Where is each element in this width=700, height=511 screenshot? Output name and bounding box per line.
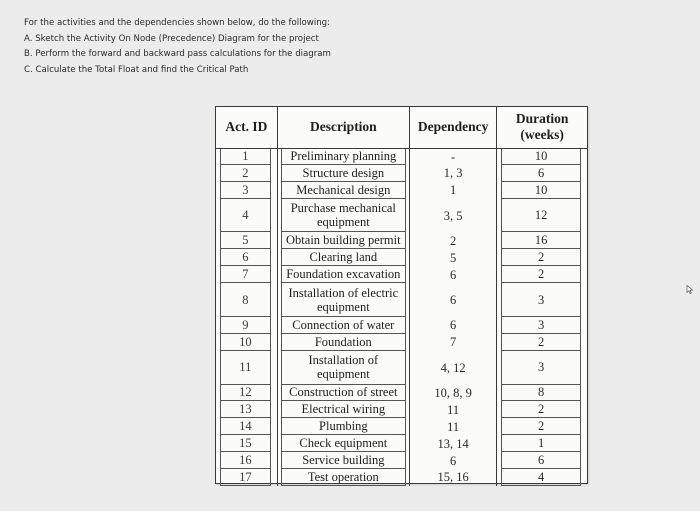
activity-id-cell — [216, 334, 277, 351]
table-row — [216, 334, 587, 351]
activity-id-cell — [216, 452, 277, 469]
activity-id: 1 — [242, 149, 249, 164]
activity-dependency-cell — [410, 266, 497, 283]
table-header-row — [216, 107, 587, 148]
activity-id: 17 — [239, 469, 252, 484]
activity-id-cell — [216, 232, 277, 249]
activity-duration: 16 — [534, 233, 548, 248]
activity-dependency: 6 — [449, 293, 457, 308]
activity-duration: 3 — [537, 317, 545, 332]
activity-dependency: 4, 12 — [440, 360, 466, 375]
activity-duration: 10 — [534, 149, 548, 164]
activity-duration: 3 — [537, 292, 545, 307]
header-duration — [497, 107, 587, 148]
activity-dependency-cell — [410, 452, 497, 469]
activity-description-cell — [277, 351, 409, 385]
activity-duration: 2 — [537, 419, 545, 434]
activity-description: Clearing land — [309, 250, 378, 265]
activity-dependency: 11 — [447, 419, 460, 434]
table-row — [216, 266, 587, 283]
activity-id: 15 — [239, 436, 252, 451]
table-row — [216, 401, 587, 418]
activity-dependency-cell — [410, 401, 497, 418]
table-body — [216, 148, 587, 486]
activity-description: Installation of electric equipment — [288, 285, 399, 314]
activity-id: 10 — [239, 334, 252, 349]
activity-duration: 2 — [537, 402, 545, 417]
activity-description-cell — [277, 317, 409, 334]
mouse-cursor-icon — [686, 285, 694, 294]
activity-duration: 10 — [534, 182, 548, 197]
activity-duration: 12 — [534, 208, 548, 223]
instruction-line-intro: For the activities and the dependencies shown below, do the following: — [24, 18, 331, 28]
activity-dependency: - — [451, 149, 456, 164]
activity-id: 4 — [242, 208, 249, 223]
activity-description: Obtain building permit — [286, 233, 401, 248]
table-row — [216, 469, 587, 486]
activity-dependency-cell — [410, 165, 497, 182]
activity-description-cell — [277, 334, 409, 351]
header-duration-line1: Duration — [515, 111, 569, 127]
activity-id-cell — [216, 249, 277, 266]
activity-dependency: 5 — [449, 250, 457, 265]
activity-id: 16 — [239, 453, 252, 468]
activity-id: 7 — [242, 267, 249, 282]
activity-duration-cell — [497, 317, 587, 334]
activity-description-cell — [277, 165, 409, 182]
activity-dependency-cell — [410, 182, 497, 199]
activity-table — [215, 106, 588, 484]
activity-description-cell — [277, 148, 409, 165]
activity-duration-cell — [497, 469, 587, 486]
activity-id-cell — [216, 418, 277, 435]
activity-description-cell — [277, 469, 409, 486]
activity-dependency: 13, 14 — [437, 436, 469, 451]
activity-duration-cell — [497, 148, 587, 165]
activity-description: Preliminary planning — [290, 149, 397, 164]
activity-description-cell — [277, 283, 409, 317]
activity-duration-cell — [497, 232, 587, 249]
activity-description-cell — [277, 232, 409, 249]
table-row — [216, 283, 587, 317]
activity-dependency-cell — [410, 385, 497, 402]
activity-description-cell — [277, 199, 409, 233]
activity-id: 8 — [242, 292, 249, 307]
table-row — [216, 232, 587, 249]
activity-duration-cell — [497, 351, 587, 385]
table-row — [216, 385, 587, 402]
activity-id: 14 — [239, 419, 252, 434]
activity-description: Purchase mechanical equipment — [290, 201, 396, 230]
activity-description: Construction of street — [289, 385, 398, 400]
activity-duration-cell — [497, 435, 587, 452]
activity-id: 3 — [242, 182, 249, 197]
activity-description: Foundation excavation — [286, 267, 401, 282]
table-row — [216, 148, 587, 165]
activity-id-cell — [216, 469, 277, 486]
activity-description-cell — [277, 435, 409, 452]
activity-dependency-cell — [410, 249, 497, 266]
activity-dependency: 1 — [449, 183, 457, 198]
activity-dependency: 11 — [447, 402, 460, 417]
activity-description-cell — [277, 401, 409, 418]
activity-description: Electrical wiring — [301, 402, 386, 417]
activity-id-cell — [216, 266, 277, 283]
activity-dependency: 10, 8, 9 — [434, 385, 472, 400]
activity-duration: 2 — [537, 250, 545, 265]
activity-description: Connection of water — [292, 317, 395, 332]
activity-duration-cell — [497, 283, 587, 317]
activity-description: Check equipment — [299, 436, 388, 451]
activity-id-cell — [216, 317, 277, 334]
header-act-id: Act. ID — [216, 107, 277, 148]
activity-description-cell — [277, 452, 409, 469]
activity-dependency-cell — [410, 435, 497, 452]
table-row — [216, 317, 587, 334]
activity-id-cell — [216, 165, 277, 182]
instructions — [24, 16, 331, 78]
activity-id-cell — [216, 435, 277, 452]
table-row — [216, 435, 587, 452]
activity-duration-cell — [497, 401, 587, 418]
activity-description: Service building — [302, 453, 385, 468]
activity-duration-cell — [497, 452, 587, 469]
activity-description: Plumbing — [319, 419, 368, 434]
table-row — [216, 182, 587, 199]
table-row — [216, 165, 587, 182]
activity-duration: 3 — [537, 360, 545, 375]
header-dependency: Dependency — [410, 107, 497, 148]
instruction-line-c: C. Calculate the Total Float and find the Critical Path — [24, 64, 249, 75]
activity-id: 6 — [242, 250, 249, 265]
activity-description-cell — [277, 385, 409, 402]
activity-id-cell — [216, 401, 277, 418]
activity-id: 2 — [242, 165, 249, 180]
activity-id-cell — [216, 148, 277, 165]
activity-description: Foundation — [314, 334, 372, 349]
activity-id: 5 — [242, 233, 249, 248]
activity-id-cell — [216, 385, 277, 402]
activity-dependency: 6 — [449, 453, 457, 468]
table-row — [216, 351, 587, 385]
activity-dependency: 2 — [449, 233, 457, 248]
activity-duration: 6 — [537, 453, 545, 468]
activity-dependency-cell — [410, 317, 497, 334]
activity-description-cell — [277, 266, 409, 283]
table-row — [216, 418, 587, 435]
activity-id-cell — [216, 351, 277, 385]
activity-dependency: 3, 5 — [443, 208, 463, 223]
activity-dependency: 1, 3 — [443, 166, 463, 181]
activity-dependency-cell — [410, 351, 497, 385]
header-description: Description — [277, 107, 409, 148]
activity-duration: 2 — [537, 267, 545, 282]
header-duration-line2: (weeks) — [520, 127, 564, 143]
activity-dependency: 6 — [449, 267, 457, 282]
activity-duration-cell — [497, 266, 587, 283]
activity-duration-cell — [497, 418, 587, 435]
activity-id-cell — [216, 182, 277, 199]
activity-duration-cell — [497, 249, 587, 266]
activity-dependency-cell — [410, 232, 497, 249]
activity-dependency-cell — [410, 199, 497, 233]
activity-description: Mechanical design — [296, 182, 391, 197]
activity-duration: 8 — [537, 385, 545, 400]
activity-duration-cell — [497, 199, 587, 233]
activity-dependency-cell — [410, 334, 497, 351]
activity-description: Test operation — [307, 469, 379, 484]
activity-description-cell — [277, 182, 409, 199]
activity-description-cell — [277, 249, 409, 266]
activity-dependency: 15, 16 — [437, 470, 469, 485]
activity-id: 11 — [239, 360, 252, 375]
activity-dependency-cell — [410, 469, 497, 486]
activity-duration: 6 — [537, 165, 545, 180]
activity-id: 9 — [242, 317, 249, 332]
table-row — [216, 199, 587, 233]
table-row — [216, 249, 587, 266]
instruction-line-b: B. Perform the forward and backward pass calculations for the diagram — [24, 49, 331, 60]
activity-description: Installation of equipment — [308, 353, 379, 382]
activity-description-cell — [277, 418, 409, 435]
activity-id-cell — [216, 283, 277, 317]
activity-id: 13 — [239, 402, 252, 417]
activity-duration: 2 — [537, 334, 545, 349]
activity-dependency-cell — [410, 148, 497, 165]
activity-dependency: 7 — [449, 335, 457, 350]
activity-dependency: 6 — [449, 318, 457, 333]
activity-description: Structure design — [302, 165, 385, 180]
table-row — [216, 452, 587, 469]
activity-duration-cell — [497, 165, 587, 182]
activity-duration-cell — [497, 385, 587, 402]
activity-id: 12 — [239, 385, 252, 400]
activity-duration: 1 — [537, 436, 545, 451]
activity-id-cell — [216, 199, 277, 233]
instruction-line-a: A. Sketch the Activity On Node (Precedence) Diagram for the project — [24, 33, 319, 44]
activity-duration: 4 — [537, 469, 545, 484]
activity-duration-cell — [497, 182, 587, 199]
activity-dependency-cell — [410, 418, 497, 435]
activity-duration-cell — [497, 334, 587, 351]
activity-dependency-cell — [410, 283, 497, 317]
